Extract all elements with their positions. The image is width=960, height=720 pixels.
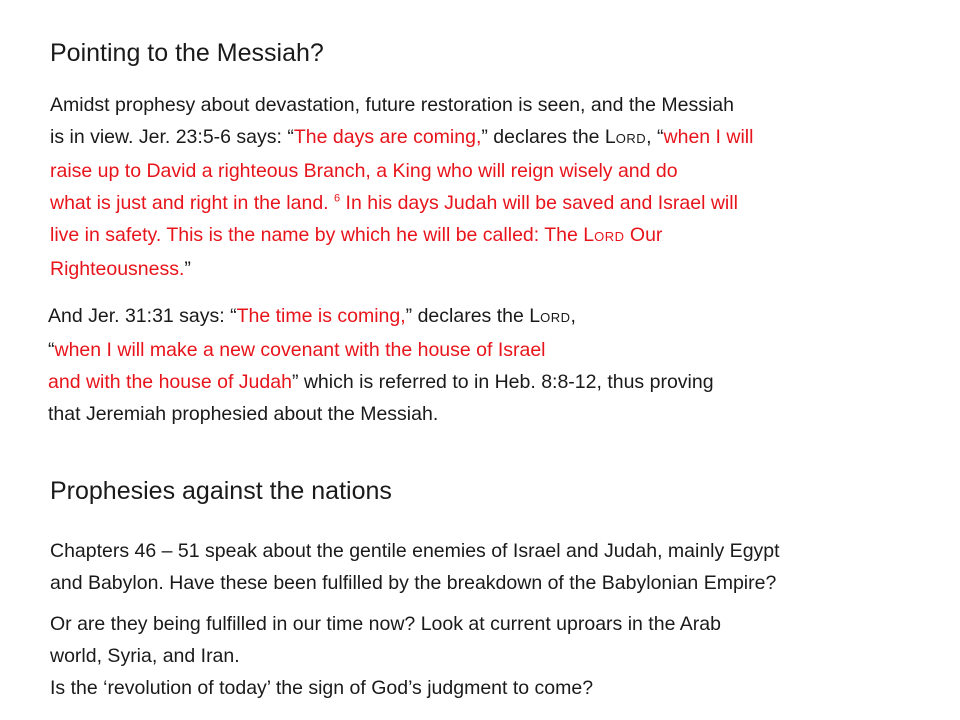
quote-run: In his days Judah will be saved and Israel will bbox=[340, 192, 738, 214]
small-caps-run: ORD bbox=[540, 310, 571, 325]
text-line bbox=[48, 366, 714, 398]
quote-line bbox=[50, 219, 753, 253]
text-run: ” bbox=[184, 258, 191, 280]
text-line: that Jeremiah prophesied about the Messiah. bbox=[48, 403, 439, 425]
paragraph-jer-23 bbox=[50, 89, 753, 285]
quote-run: when I will make a new covenant with the house of Israel bbox=[54, 339, 546, 361]
text-run: , “ bbox=[646, 126, 664, 148]
text-line: Is the ‘revolution of today’ the sign of God’s judgment to come? bbox=[50, 677, 594, 699]
text-run: ” which is referred to in Heb. 8:8-12, thus proving bbox=[291, 371, 714, 393]
quote-run: and with the house of Judah bbox=[48, 371, 292, 393]
text-run: And Jer. 31:31 says: “ bbox=[48, 305, 237, 327]
text-line: and Babylon. Have these been fulfilled by the breakdown of the Babylonian Empire? bbox=[50, 572, 777, 594]
text-line: Amidst prophesy about devastation, future restoration is seen, and the Messiah bbox=[50, 94, 734, 116]
text-run: is in view. Jer. 23:5-6 says: “ bbox=[50, 126, 294, 148]
quote-run: live in safety. This is the name by which he will be called: The L bbox=[50, 224, 595, 246]
quote-line bbox=[50, 187, 753, 219]
text-run: ” declares the L bbox=[405, 305, 541, 327]
verse-number: 6 bbox=[334, 192, 341, 205]
text-line: Or are they being fulfilled in our time now? Look at current uproars in the Arab bbox=[50, 613, 721, 635]
small-caps-run: ORD bbox=[594, 229, 625, 244]
paragraph-chapters-46-51 bbox=[50, 535, 780, 599]
quote-run: Our bbox=[624, 224, 663, 246]
text-line bbox=[48, 334, 714, 366]
text-line: Chapters 46 – 51 speak about the gentile enemies of Israel and Judah, mainly Egypt bbox=[50, 540, 780, 562]
text-line: world, Syria, and Iran. bbox=[50, 645, 240, 667]
quote-run: Righteousness. bbox=[50, 258, 185, 280]
quote-run: what is just and right in the land. bbox=[50, 192, 334, 214]
quote-run: when I will bbox=[663, 126, 754, 148]
text-run: “ bbox=[48, 339, 55, 361]
section-heading-messiah: Pointing to the Messiah? bbox=[50, 39, 324, 67]
text-run: ” declares the L bbox=[481, 126, 616, 148]
quote-run: The days are coming, bbox=[293, 126, 482, 148]
section-heading-nations: Prophesies against the nations bbox=[50, 477, 392, 505]
text-line bbox=[50, 253, 753, 285]
small-caps-run: ORD bbox=[615, 131, 647, 146]
paragraph-jer-31 bbox=[48, 300, 714, 430]
text-run: , bbox=[570, 305, 576, 327]
paragraph-current-events bbox=[50, 608, 721, 704]
text-line bbox=[50, 121, 753, 155]
quote-line: raise up to David a righteous Branch, a King who will reign wisely and do bbox=[50, 160, 678, 182]
text-line bbox=[48, 300, 714, 334]
quote-run: The time is coming, bbox=[236, 305, 406, 327]
